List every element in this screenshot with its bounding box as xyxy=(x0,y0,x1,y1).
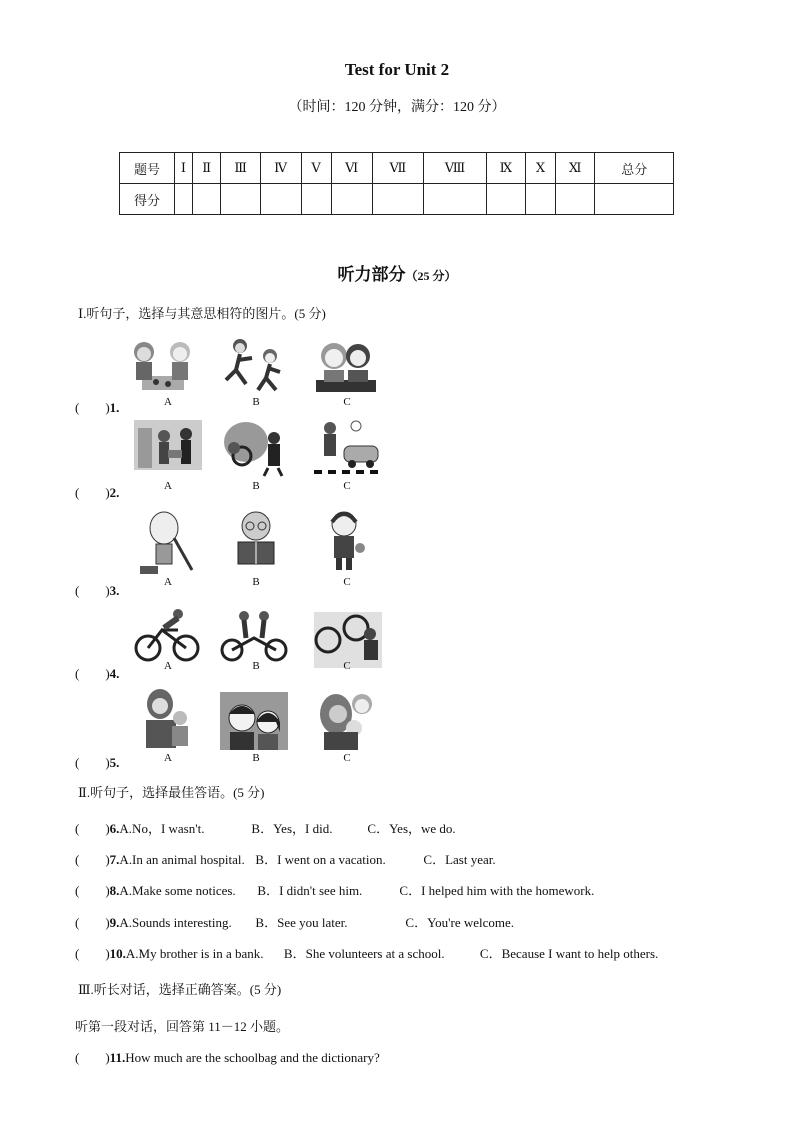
score-col-header: Ⅱ xyxy=(192,153,221,184)
score-col-header: Ⅷ xyxy=(424,153,486,184)
part3-sub-instruction: 听第一段对话，回答第 11－12 小题。 xyxy=(75,1019,290,1034)
q3-option-b-label: B xyxy=(252,576,260,588)
q6-option-a[interactable]: A.No，I wasn't. xyxy=(119,821,205,836)
q2-option-a-label: A xyxy=(164,480,172,492)
score-table-header-row xyxy=(120,153,674,184)
part3-instruction: Ⅲ.听长对话，选择正确答案。(5 分) xyxy=(78,982,282,997)
q9-option-c[interactable]: C．You're welcome. xyxy=(405,915,515,930)
q4-number xyxy=(75,663,119,682)
score-cell[interactable] xyxy=(331,184,372,215)
boy-headphones-icon xyxy=(320,508,388,576)
q10-option-c[interactable]: C．Because I want to help others. xyxy=(479,946,659,961)
q1-option-b-label: B xyxy=(252,396,260,408)
q8-option-c[interactable]: C．I helped him with the homework. xyxy=(399,883,595,898)
score-cell[interactable] xyxy=(221,184,260,215)
q3-picture-c[interactable] xyxy=(320,508,388,566)
q5-option-c-label: C xyxy=(343,752,351,764)
q2-answer-blank[interactable]: ( ) xyxy=(75,485,110,500)
score-col-header: Ⅹ xyxy=(526,153,556,184)
q6-label: 6. xyxy=(109,821,120,836)
boy-and-girl-icon xyxy=(312,336,380,394)
listening-heading-score: （25 分） xyxy=(405,269,457,283)
q1-picture-c[interactable] xyxy=(312,336,380,394)
q2-label: 2. xyxy=(109,485,120,500)
score-row-header: 得分 xyxy=(120,184,175,215)
score-col-header: Ⅲ xyxy=(221,153,260,184)
people-running-icon xyxy=(218,336,286,394)
q1-answer-blank[interactable]: ( ) xyxy=(75,400,110,415)
score-col-header: Ⅳ xyxy=(260,153,301,184)
q5-option-b-label: B xyxy=(252,752,260,764)
q2-picture-a[interactable] xyxy=(134,420,202,478)
q8-label: 8. xyxy=(109,883,120,898)
boy-cleaning-icon xyxy=(134,508,202,576)
q6-answer-blank[interactable]: ( ) xyxy=(75,821,110,836)
part2-instruction: Ⅱ.听句子，选择最佳答语。(5 分) xyxy=(78,785,265,800)
tandem-bike-icon xyxy=(220,608,288,664)
score-cell[interactable] xyxy=(372,184,424,215)
q10-option-a[interactable]: A.My brother is in a bank. xyxy=(125,946,264,961)
q8-option-b[interactable]: B．I didn't see him. xyxy=(257,883,363,898)
q3-number xyxy=(75,580,119,599)
score-col-header: Ⅴ xyxy=(301,153,331,184)
q3-option-a-label: A xyxy=(164,576,172,588)
q2-number xyxy=(75,482,119,501)
score-cell[interactable] xyxy=(192,184,221,215)
cyclist-icon xyxy=(134,608,202,664)
score-col-header: Ⅰ xyxy=(175,153,193,184)
score-col-header: Ⅶ xyxy=(372,153,424,184)
q1-picture-a[interactable] xyxy=(128,336,196,394)
q5-option-a-label: A xyxy=(164,752,172,764)
q5-picture-a[interactable] xyxy=(134,688,202,752)
q5-number xyxy=(75,752,119,771)
q3-answer-blank[interactable]: ( ) xyxy=(75,583,110,598)
crossing-street-icon xyxy=(312,418,380,476)
q2-option-b-label: B xyxy=(252,480,260,492)
q5-picture-b[interactable] xyxy=(220,692,288,750)
q10-label: 10. xyxy=(109,946,126,961)
q7-option-c[interactable]: C．Last year. xyxy=(423,852,496,867)
q8-option-a[interactable]: A.Make some notices. xyxy=(119,883,236,898)
q2-picture-c[interactable] xyxy=(312,418,380,476)
listening-heading xyxy=(0,260,794,285)
q9-label: 9. xyxy=(109,915,120,930)
score-col-header: Ⅺ xyxy=(555,153,595,184)
q7-answer-blank[interactable]: ( ) xyxy=(75,852,110,867)
score-cell[interactable] xyxy=(260,184,301,215)
q7-row xyxy=(75,849,496,868)
score-cell[interactable] xyxy=(555,184,595,215)
q7-label: 7. xyxy=(109,852,120,867)
q7-option-a[interactable]: A.In an animal hospital. xyxy=(119,852,245,867)
page-title: Test for Unit 2 xyxy=(344,60,450,79)
q8-row xyxy=(75,880,594,899)
q9-option-b[interactable]: B．See you later. xyxy=(255,915,348,930)
q1-label: 1. xyxy=(109,400,120,415)
q4-option-a-label: A xyxy=(164,660,172,672)
score-cell[interactable] xyxy=(595,184,674,215)
score-cell[interactable] xyxy=(486,184,525,215)
q10-option-b[interactable]: B．She volunteers at a school. xyxy=(283,946,445,961)
score-cell[interactable] xyxy=(301,184,331,215)
kids-playing-game-icon xyxy=(128,336,196,394)
q4-picture-b[interactable] xyxy=(220,608,288,666)
girl-reading-icon xyxy=(226,508,294,576)
q1-number xyxy=(75,397,119,416)
q9-option-a[interactable]: A.Sounds interesting. xyxy=(119,915,232,930)
page-subtitle: （时间：120 分钟，满分：120 分） xyxy=(288,100,506,115)
q10-answer-blank[interactable]: ( ) xyxy=(75,946,110,961)
score-col-header: Ⅸ xyxy=(486,153,525,184)
q3-picture-b[interactable] xyxy=(226,508,294,566)
q8-answer-blank[interactable]: ( ) xyxy=(75,883,110,898)
q3-picture-a[interactable] xyxy=(134,508,202,566)
q4-picture-a[interactable] xyxy=(134,608,202,666)
q5-label: 5. xyxy=(109,755,120,770)
score-table-score-row xyxy=(120,184,674,215)
q9-answer-blank[interactable]: ( ) xyxy=(75,915,110,930)
q4-option-b-label: B xyxy=(252,660,260,672)
q11-text: How much are the schoolbag and the dictionary? xyxy=(125,1050,380,1065)
q11-label: 11. xyxy=(109,1050,126,1065)
q10-row xyxy=(75,943,658,962)
fallen-bike-icon xyxy=(220,420,288,478)
q11-answer-blank[interactable]: ( ) xyxy=(75,1050,110,1065)
q6-row xyxy=(75,818,456,837)
q9-row xyxy=(75,912,514,931)
q4-answer-blank[interactable]: ( ) xyxy=(75,666,110,681)
family-hug-icon xyxy=(314,688,382,752)
q1-picture-b[interactable] xyxy=(218,336,286,394)
q2-picture-b[interactable] xyxy=(220,420,288,478)
q11-row xyxy=(75,1047,380,1066)
mother-and-child-icon xyxy=(134,688,202,752)
listening-heading-text: 听力部分 xyxy=(337,265,406,284)
score-row-header: 题号 xyxy=(120,153,175,184)
q6-option-b[interactable]: B．Yes，I did. xyxy=(251,821,333,836)
q3-option-c-label: C xyxy=(343,576,351,588)
score-col-header: Ⅵ xyxy=(331,153,372,184)
score-cell[interactable] xyxy=(175,184,193,215)
score-col-header: 总分 xyxy=(595,153,674,184)
q4-label: 4. xyxy=(109,666,120,681)
part1-instruction: Ⅰ.听句子，选择与其意思相符的图片。(5 分) xyxy=(78,306,326,321)
q4-option-c-label: C xyxy=(343,660,351,672)
q5-answer-blank[interactable]: ( ) xyxy=(75,755,110,770)
q2-option-c-label: C xyxy=(343,480,351,492)
q1-option-a-label: A xyxy=(164,396,172,408)
q6-option-c[interactable]: C．Yes，we do. xyxy=(367,821,456,836)
helping-old-man-icon xyxy=(134,420,202,478)
q5-picture-c[interactable] xyxy=(314,688,382,752)
score-cell[interactable] xyxy=(526,184,556,215)
score-cell[interactable] xyxy=(424,184,486,215)
q1-option-c-label: C xyxy=(343,396,351,408)
q7-option-b[interactable]: B．I went on a vacation. xyxy=(255,852,386,867)
q3-label: 3. xyxy=(109,583,120,598)
boy-and-girl-portrait-icon xyxy=(220,692,288,750)
score-table xyxy=(119,152,674,215)
